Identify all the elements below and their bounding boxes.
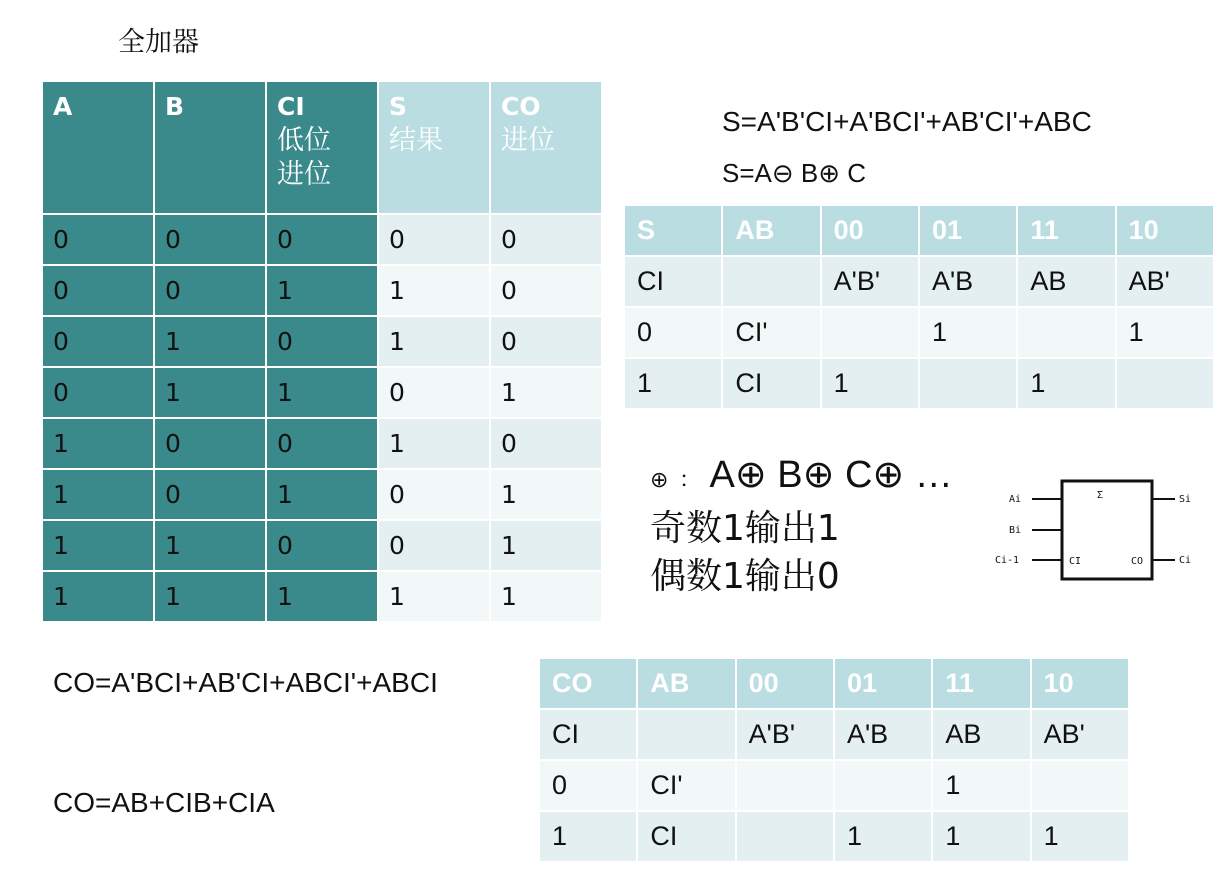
- truth-table-row: [42, 265, 602, 316]
- truth-cell: 0: [266, 520, 378, 571]
- truth-table-row: [42, 214, 602, 265]
- kmap-co-cell: CI: [539, 709, 637, 760]
- kmap-s-cell: A'B': [821, 256, 919, 307]
- header-s: S 结果: [378, 81, 490, 214]
- truth-cell: 0: [42, 265, 154, 316]
- truth-cell: 1: [42, 418, 154, 469]
- kmap-co-cell: CI': [637, 760, 735, 811]
- kmap-co-cell: [637, 709, 735, 760]
- kmap-co-header-cell: 01: [834, 658, 932, 709]
- co-sop-formula: CO=A'BCI+AB'CI+ABCI'+ABCI: [53, 667, 438, 698]
- kmap-co: [538, 657, 1130, 863]
- kmap-s-cell: 0: [624, 307, 722, 358]
- truth-cell: 1: [154, 316, 266, 367]
- kmap-s-cell: CI: [722, 358, 820, 409]
- kmap-s-cell: [1017, 307, 1115, 358]
- kmap-co-row: [539, 811, 1129, 862]
- label-sigma: Σ: [1097, 490, 1104, 501]
- kmap-co-cell: 1: [1031, 811, 1129, 862]
- truth-cell: 1: [490, 469, 602, 520]
- truth-cell: 0: [154, 265, 266, 316]
- kmap-s-cell: [821, 307, 919, 358]
- truth-cell: 0: [378, 367, 490, 418]
- truth-cell: 0: [42, 316, 154, 367]
- kmap-s-cell: 1: [624, 358, 722, 409]
- truth-table-row: [42, 469, 602, 520]
- truth-cell: 1: [266, 571, 378, 622]
- kmap-s-cell: [919, 358, 1017, 409]
- header-ci: CI 低位 进位: [266, 81, 378, 214]
- truth-cell: 1: [154, 571, 266, 622]
- co-min-formula: CO=AB+CIB+CIA: [53, 787, 275, 818]
- truth-cell: 1: [490, 571, 602, 622]
- label-si: Si: [1179, 494, 1192, 505]
- page-title: 全加器: [118, 27, 199, 58]
- kmap-s-cell: AB': [1116, 256, 1214, 307]
- kmap-s-cell: AB: [1017, 256, 1115, 307]
- kmap-s-row: [624, 307, 1214, 358]
- label-ai: Ai: [1009, 494, 1022, 505]
- kmap-s-cell: 1: [1116, 307, 1214, 358]
- kmap-s-cell: A'B: [919, 256, 1017, 307]
- kmap-co-header-cell: AB: [637, 658, 735, 709]
- full-adder-symbol: [995, 478, 1195, 584]
- truth-cell: 1: [266, 265, 378, 316]
- kmap-co-header: [539, 658, 1129, 709]
- truth-cell: 0: [378, 520, 490, 571]
- kmap-s-cell: 1: [1017, 358, 1115, 409]
- kmap-co-cell: [736, 760, 834, 811]
- kmap-co-cell: AB': [1031, 709, 1129, 760]
- truth-cell: 1: [42, 520, 154, 571]
- kmap-co-row: [539, 709, 1129, 760]
- kmap-s-header-cell: S: [624, 205, 722, 256]
- kmap-co-cell: 1: [539, 811, 637, 862]
- truth-cell: 1: [266, 469, 378, 520]
- kmap-s-header: [624, 205, 1214, 256]
- truth-table-row: [42, 418, 602, 469]
- kmap-co-row: [539, 760, 1129, 811]
- truth-cell: 1: [490, 367, 602, 418]
- kmap-co-cell: 1: [932, 811, 1030, 862]
- truth-cell: 0: [490, 418, 602, 469]
- truth-cell: 0: [154, 469, 266, 520]
- truth-cell: 0: [154, 418, 266, 469]
- kmap-s-header-cell: 11: [1017, 205, 1115, 256]
- truth-cell: 0: [490, 214, 602, 265]
- truth-table-header: [42, 81, 602, 214]
- xor-symbol: ⊕: [650, 467, 669, 492]
- kmap-co-cell: 1: [932, 760, 1030, 811]
- truth-cell: 1: [490, 520, 602, 571]
- truth-cell: 1: [378, 418, 490, 469]
- kmap-co-cell: A'B: [834, 709, 932, 760]
- s-xor-formula: S=A⊖ B⊕ C: [722, 158, 867, 188]
- kmap-s-header-cell: 00: [821, 205, 919, 256]
- truth-cell: 1: [266, 367, 378, 418]
- even-rule: 偶数1输出0: [650, 556, 840, 597]
- truth-cell: 1: [42, 469, 154, 520]
- header-co: CO 进位: [490, 81, 602, 214]
- kmap-co-cell: 1: [834, 811, 932, 862]
- xor-colon: ：: [679, 467, 702, 492]
- kmap-s-cell: 1: [821, 358, 919, 409]
- kmap-co-cell: A'B': [736, 709, 834, 760]
- kmap-s-row: [624, 358, 1214, 409]
- label-ci-1: Ci-1: [995, 555, 1020, 566]
- truth-cell: 1: [378, 316, 490, 367]
- label-ci-port: CI: [1069, 556, 1082, 567]
- header-co-sub: 进位: [501, 125, 555, 156]
- header-a: A: [42, 81, 154, 214]
- truth-cell: 0: [266, 214, 378, 265]
- kmap-co-cell: [736, 811, 834, 862]
- truth-table: [41, 80, 603, 623]
- kmap-co-header-cell: 10: [1031, 658, 1129, 709]
- kmap-s-header-cell: 10: [1116, 205, 1214, 256]
- truth-table-row: [42, 520, 602, 571]
- truth-cell: 0: [154, 214, 266, 265]
- label-ci: Ci: [1179, 555, 1192, 566]
- kmap-s-row: [624, 256, 1214, 307]
- label-co-port: CO: [1131, 556, 1144, 567]
- kmap-s-header-cell: AB: [722, 205, 820, 256]
- odd-rule: 奇数1输出1: [650, 508, 840, 549]
- kmap-s-cell: CI: [624, 256, 722, 307]
- header-ci-sub: 低位 进位: [277, 125, 331, 190]
- kmap-s-header-cell: 01: [919, 205, 1017, 256]
- header-s-sub: 结果: [389, 125, 443, 156]
- s-sop-formula: S=A'B'CI+A'BCI'+AB'CI'+ABC: [722, 106, 1092, 137]
- truth-cell: 0: [266, 316, 378, 367]
- xor-note: [650, 452, 953, 497]
- xor-expr: A⊕ B⊕ C⊕ …: [709, 454, 953, 496]
- kmap-s-cell: [722, 256, 820, 307]
- truth-cell: 0: [42, 367, 154, 418]
- kmap-co-header-cell: CO: [539, 658, 637, 709]
- truth-cell: 0: [266, 418, 378, 469]
- kmap-co-cell: [1031, 760, 1129, 811]
- kmap-co-cell: AB: [932, 709, 1030, 760]
- kmap-co-cell: 0: [539, 760, 637, 811]
- kmap-co-cell: CI: [637, 811, 735, 862]
- truth-cell: 1: [378, 265, 490, 316]
- header-b: B: [154, 81, 266, 214]
- kmap-s: [623, 204, 1215, 410]
- kmap-s-cell: 1: [919, 307, 1017, 358]
- truth-cell: 0: [378, 469, 490, 520]
- truth-table-row: [42, 367, 602, 418]
- truth-cell: 1: [378, 571, 490, 622]
- truth-cell: 1: [42, 571, 154, 622]
- kmap-co-header-cell: 11: [932, 658, 1030, 709]
- truth-cell: 0: [490, 316, 602, 367]
- truth-cell: 1: [154, 367, 266, 418]
- truth-table-row: [42, 316, 602, 367]
- kmap-s-cell: [1116, 358, 1214, 409]
- label-bi: Bi: [1009, 525, 1022, 536]
- kmap-co-header-cell: 00: [736, 658, 834, 709]
- truth-cell: 0: [42, 214, 154, 265]
- truth-cell: 1: [154, 520, 266, 571]
- kmap-co-cell: [834, 760, 932, 811]
- truth-cell: 0: [490, 265, 602, 316]
- truth-cell: 0: [378, 214, 490, 265]
- kmap-s-cell: CI': [722, 307, 820, 358]
- truth-table-row: [42, 571, 602, 622]
